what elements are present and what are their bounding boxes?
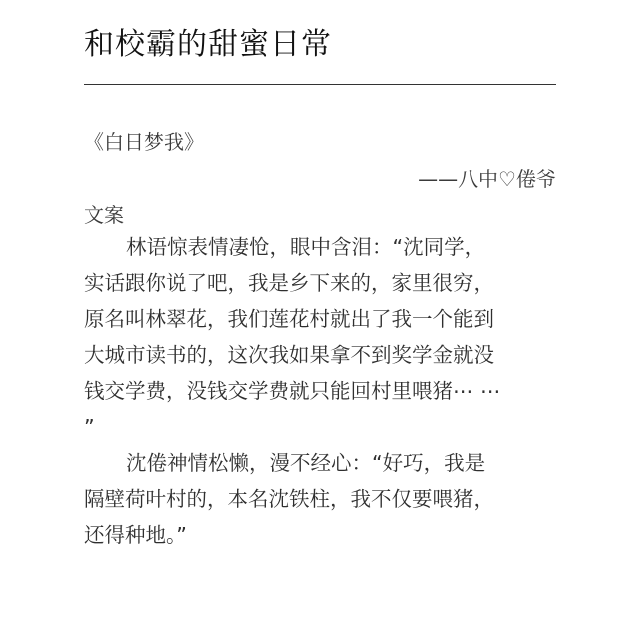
text-line: 林语惊表情凄怆，眼中含泪：“沈同学， [126,235,486,259]
section-label: 文案 [84,203,124,227]
synopsis-paragraph-2 [84,445,558,553]
text-line: 隔壁荷叶村的，本名沈铁柱，我不仅要喂猪， [84,487,494,511]
text-line: 钱交学费，没钱交学费就只能回村里喂猪⋯ ⋯ [84,379,501,403]
text-line: ” [84,415,95,439]
text-line: 原名叫林翠花，我们莲花村就出了我一个能到 [84,307,494,331]
title-divider [84,84,556,85]
text-line: 大城市读书的，这次我如果拿不到奖学金就没 [84,343,494,367]
text-line: 还得种地。” [84,523,187,547]
author-signature: ——八中♡倦爷 [418,167,556,191]
book-title: 《白日梦我》 [84,130,204,154]
text-line: 沈倦神情松懒，漫不经心：“好巧，我是 [126,451,486,475]
text-line: 实话跟你说了吧，我是乡下来的，家里很穷， [84,271,494,295]
page-title: 和校霸的甜蜜日常 [84,27,332,62]
synopsis-paragraph-1 [84,229,558,445]
